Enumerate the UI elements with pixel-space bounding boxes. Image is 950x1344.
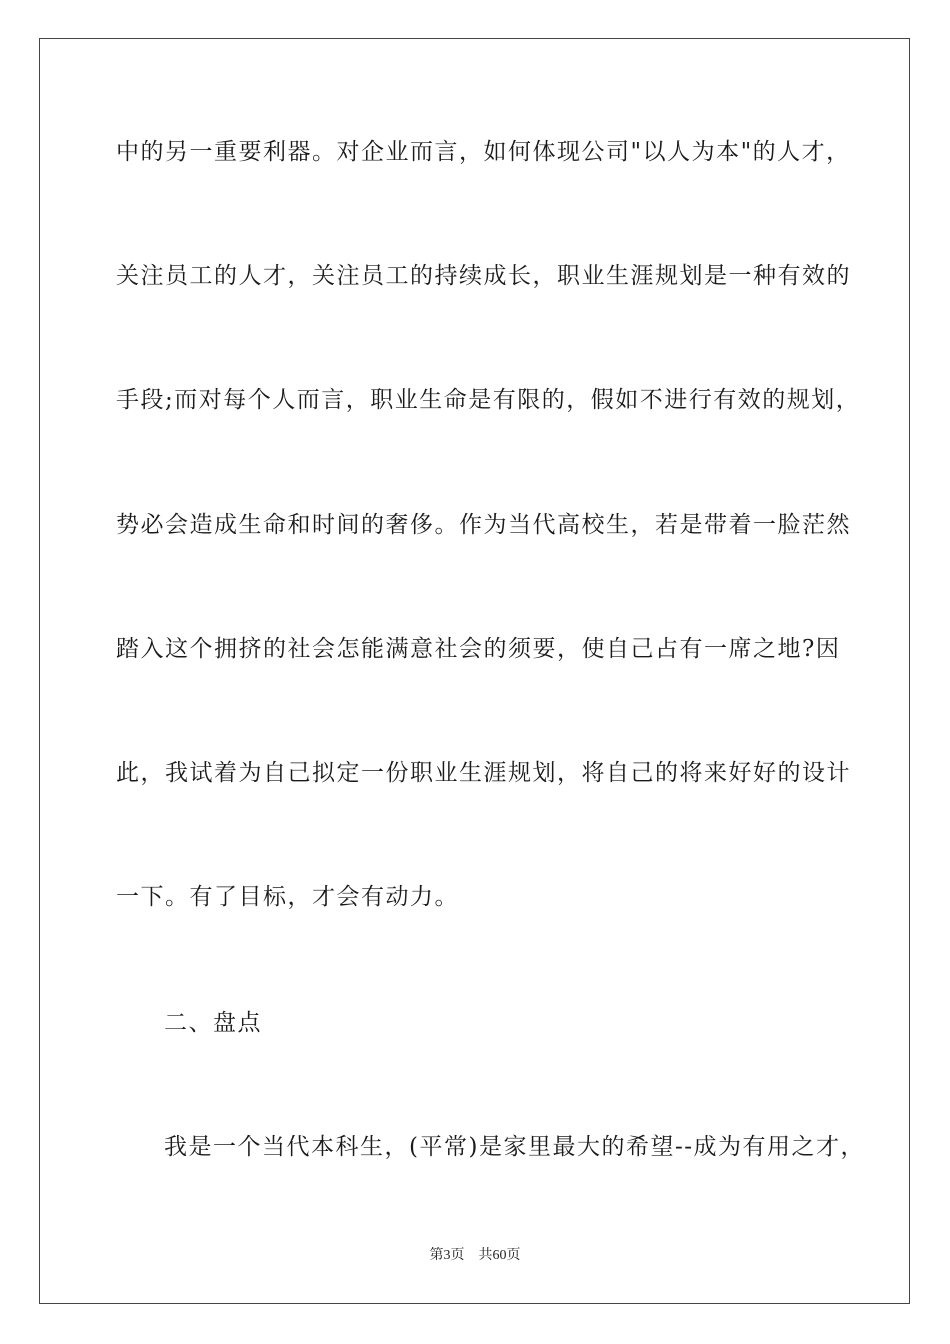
page-number-current: 第3页: [429, 1248, 465, 1263]
text-line-5: 踏入这个拥挤的社会怎能满意社会的须要，使自己占有一席之地?因: [116, 636, 841, 662]
text-line-7: 一下。有了目标，才会有动力。: [116, 884, 459, 910]
page-footer: [0, 1246, 950, 1266]
text-line-4: 势必会造成生命和时间的奢侈。作为当代高校生，若是带着一脸茫然: [116, 512, 851, 538]
text-line-1: 中的另一重要利器。对企业而言，如何体现公司"以人为本"的人才，: [116, 139, 851, 165]
text-line-2: 关注员工的人才，关注员工的持续成长，职业生涯规划是一种有效的: [116, 263, 851, 289]
paragraph-2-line-1: 我是一个当代本科生，(平常)是家里最大的希望--成为有用之才，: [164, 1134, 865, 1160]
section-heading: 二、盘点: [164, 1010, 262, 1036]
page-number-total: 共60页: [478, 1248, 521, 1263]
page-frame: [39, 38, 910, 1304]
text-line-3: 手段;而对每个人而言，职业生命是有限的，假如不进行有效的规划，: [116, 387, 861, 413]
text-line-6: 此，我试着为自己拟定一份职业生涯规划，将自己的将来好好的设计: [116, 760, 851, 786]
